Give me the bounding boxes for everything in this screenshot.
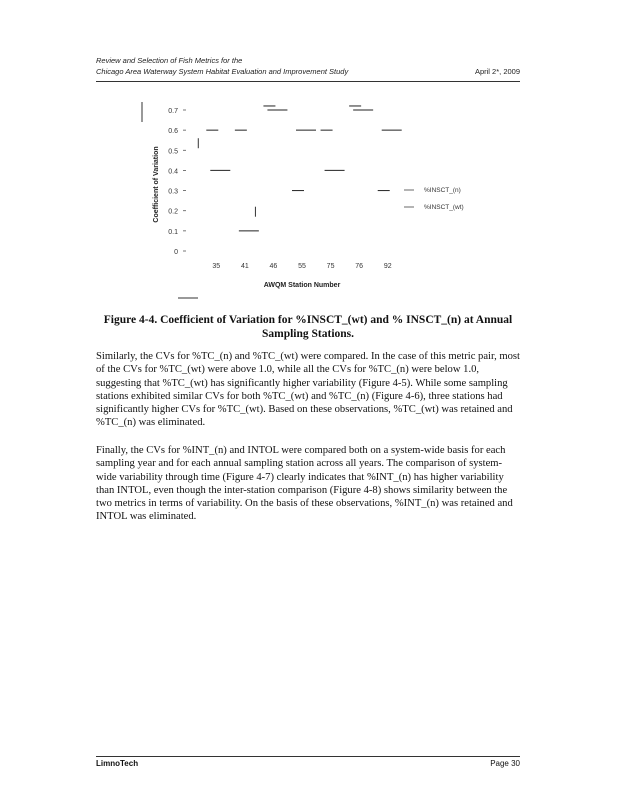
y-tick-label: 0.7 bbox=[168, 108, 178, 115]
x-tick-label: 41 bbox=[240, 263, 249, 270]
legend-entry-1: %INSCT_(wt) bbox=[424, 204, 464, 211]
y-tick-label: 0.5 bbox=[168, 148, 178, 156]
paragraph-tc-comparison: Similarly, the CVs for %TC_(n) and %TC_(wt) were compared. In the case of this metric pair, most of the CVs for %TC_(wt) were above 1.0, while all the CVs for %TC_(n) were below 1.0, suggesting that %TC_(wt) has significantly higher variability (Figure 4-5). While some sampling stations exhibited similar CVs for both %TC_(wt) and %TC_(n) (Figure 4-6), three stations had significantly higher CVs for %TC_(wt). Based on these observations, %TC_(wt) was retained and %TC_(n) was eliminated. bbox=[96, 351, 520, 429]
y-tick-label: 0.3 bbox=[168, 188, 178, 196]
footer-company: LimnoTech bbox=[96, 759, 139, 768]
y-tick-label: 0 bbox=[174, 249, 178, 256]
cv-chart-svg bbox=[140, 96, 500, 306]
x-tick-label: 35 bbox=[212, 263, 221, 270]
figure-caption bbox=[96, 313, 520, 341]
y-tick-label: 0.6 bbox=[168, 128, 178, 136]
header-divider bbox=[96, 81, 520, 82]
footer-page-number: Page 30 bbox=[490, 759, 520, 768]
x-tick-label: 46 bbox=[269, 263, 278, 270]
header-title-line2: Chicago Area Waterway System Habitat Evaluation and Improvement Study bbox=[96, 67, 349, 76]
x-tick-label: 55 bbox=[298, 263, 306, 270]
x-tick-label: 75 bbox=[326, 263, 335, 270]
y-tick-label: 0.2 bbox=[168, 208, 178, 216]
paragraph-int-comparison: Finally, the CVs for %INT_(n) and INTOL were compared both on a system-wide basis for each sampling year and for each annual sampling station across all years. The comparison of system-wide variability through time (Figure 4-7) clearly indicates that %INT_(n) has higher variability than INTOL, even though the inter-station comparison (Figure 4-8) shows similarity between the two metrics in terms of variability. On the basis of these observations, %INT_(n) was retained and INTOL was eliminated. bbox=[96, 445, 513, 523]
x-axis-label: AWQM Station Number bbox=[263, 282, 341, 289]
footer-divider bbox=[96, 756, 520, 757]
y-tick-label: 0.4 bbox=[168, 168, 178, 176]
y-tick-label: 0.1 bbox=[168, 228, 178, 236]
caption-line2: Sampling Stations. bbox=[261, 328, 355, 340]
header-title-line1: Review and Selection of Fish Metrics for the bbox=[96, 56, 243, 65]
legend-entry-0: %INSCT_(n) bbox=[424, 187, 461, 194]
page-footer bbox=[96, 759, 520, 771]
x-tick-label: 92 bbox=[383, 263, 392, 270]
caption-line1: Figure 4-4. Coefficient of Variation for %INSCT_(wt) and % INSCT_(n) at Annual bbox=[103, 314, 513, 326]
y-axis-label: Coefficient of Variation bbox=[153, 146, 160, 223]
header-date: April 2*, 2009 bbox=[474, 67, 520, 76]
x-tick-label: 76 bbox=[355, 263, 364, 270]
page-header bbox=[96, 56, 520, 84]
cv-chart bbox=[140, 96, 500, 306]
